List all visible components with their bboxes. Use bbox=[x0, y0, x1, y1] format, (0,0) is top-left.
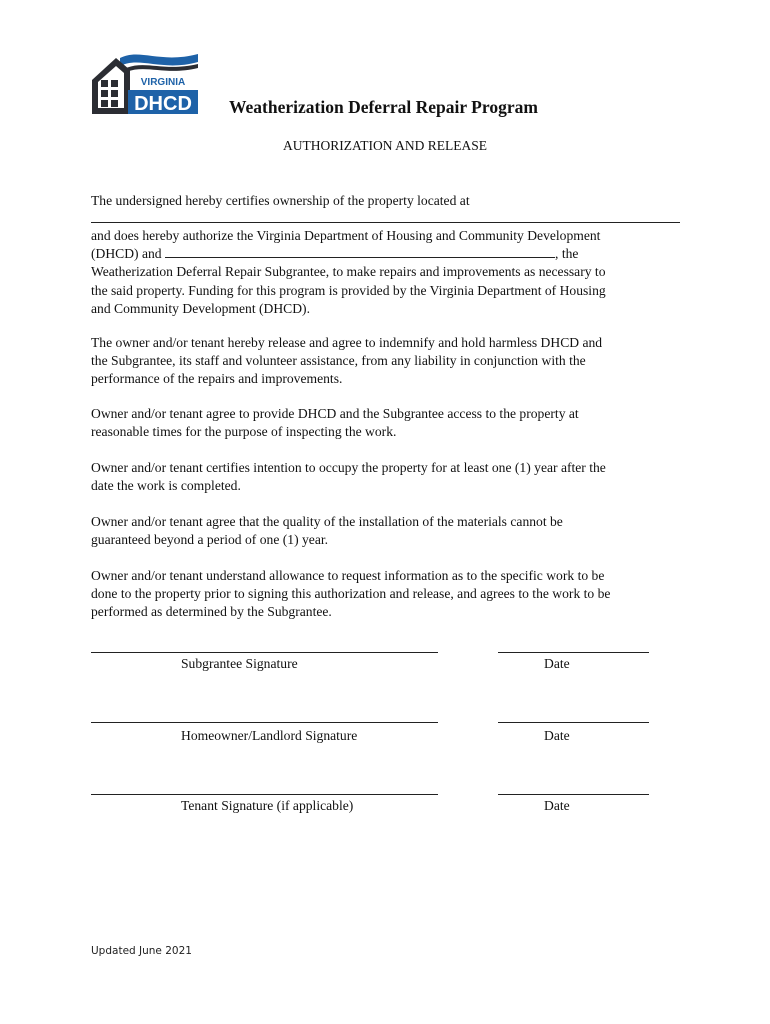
p4-line-1: Owner and/or tenant certifies intention to occupy the property for at least one (1) year after the bbox=[91, 460, 606, 475]
document-title: Weatherization Deferral Repair Program bbox=[229, 97, 538, 117]
p1-line-4: the said property. Funding for this program is provided by the Virginia Department of Housing bbox=[91, 282, 606, 298]
p1-line-5: and Community Development (DHCD). bbox=[91, 300, 310, 316]
p6-line-2: done to the property prior to signing this authorization and release, and agrees to the work to be bbox=[91, 586, 611, 602]
p6-line-3: performed as determined by the Subgrantee. bbox=[91, 604, 332, 620]
paragraph-indemnify bbox=[91, 334, 681, 389]
p2-line-2: the Subgrantee, its staff and volunteer assistance, from any liability in conjunction with the bbox=[91, 353, 586, 369]
p1-line-2-end: , the bbox=[555, 246, 579, 262]
paragraph-quality bbox=[91, 513, 681, 549]
subgrantee-date-line[interactable] bbox=[498, 652, 649, 653]
paragraph-access bbox=[91, 405, 681, 441]
subgrantee-signature-line[interactable] bbox=[91, 652, 438, 653]
homeowner-date-line[interactable] bbox=[498, 722, 649, 723]
p4-line-2: date the work is completed. bbox=[91, 478, 241, 494]
tenant-date-line[interactable] bbox=[498, 794, 649, 795]
p6-line-1: Owner and/or tenant understand allowance to request information as to the specific work to be bbox=[91, 568, 605, 583]
virginia-dhcd-logo bbox=[90, 50, 200, 116]
tenant-signature-label: Tenant Signature (if applicable) bbox=[181, 798, 354, 813]
document-subtitle bbox=[0, 138, 770, 154]
paragraph-authorization bbox=[91, 227, 681, 318]
intro-line: The undersigned hereby certifies ownership of the property located at bbox=[91, 193, 470, 208]
logo-virginia-text: VIRGINIA bbox=[140, 77, 186, 88]
homeowner-signature-label: Homeowner/Landlord Signature bbox=[181, 728, 358, 743]
p1-line-1: and does hereby authorize the Virginia Department of Housing and Community Development bbox=[91, 228, 601, 243]
p1-line-2-start: (DHCD) and bbox=[91, 246, 162, 262]
subgrantee-name-field[interactable] bbox=[165, 245, 555, 258]
p1-line-2 bbox=[91, 245, 681, 263]
house-logo-icon bbox=[90, 50, 200, 116]
subgrantee-signature-label: Subgrantee Signature bbox=[181, 656, 298, 671]
tenant-date-label: Date bbox=[544, 798, 570, 813]
homeowner-signature-line[interactable] bbox=[91, 722, 438, 723]
p3-line-2: reasonable times for the purpose of inspecting the work. bbox=[91, 424, 397, 440]
p5-line-1: Owner and/or tenant agree that the quality of the installation of the materials cannot be bbox=[91, 514, 563, 529]
property-address-field[interactable] bbox=[91, 222, 680, 223]
logo-dhcd-text: DHCD bbox=[134, 93, 192, 115]
paragraph-information bbox=[91, 567, 681, 622]
updated-date-footer: Updated June 2021 bbox=[91, 945, 192, 957]
tenant-signature-line[interactable] bbox=[91, 794, 438, 795]
p2-line-1: The owner and/or tenant hereby release and agree to indemnify and hold harmless DHCD and bbox=[91, 335, 603, 350]
homeowner-date-label: Date bbox=[544, 728, 570, 743]
subtitle-text: AUTHORIZATION AND RELEASE bbox=[283, 138, 487, 153]
paragraph-occupy bbox=[91, 459, 681, 495]
p2-line-3: performance of the repairs and improvements. bbox=[91, 371, 343, 387]
p3-line-1: Owner and/or tenant agree to provide DHCD and the Subgrantee access to the property at bbox=[91, 406, 579, 421]
p5-line-2: guaranteed beyond a period of one (1) year. bbox=[91, 532, 329, 548]
p1-line-3: Weatherization Deferral Repair Subgrantee, to make repairs and improvements as necessary to bbox=[91, 264, 606, 280]
subgrantee-date-label: Date bbox=[544, 656, 570, 671]
